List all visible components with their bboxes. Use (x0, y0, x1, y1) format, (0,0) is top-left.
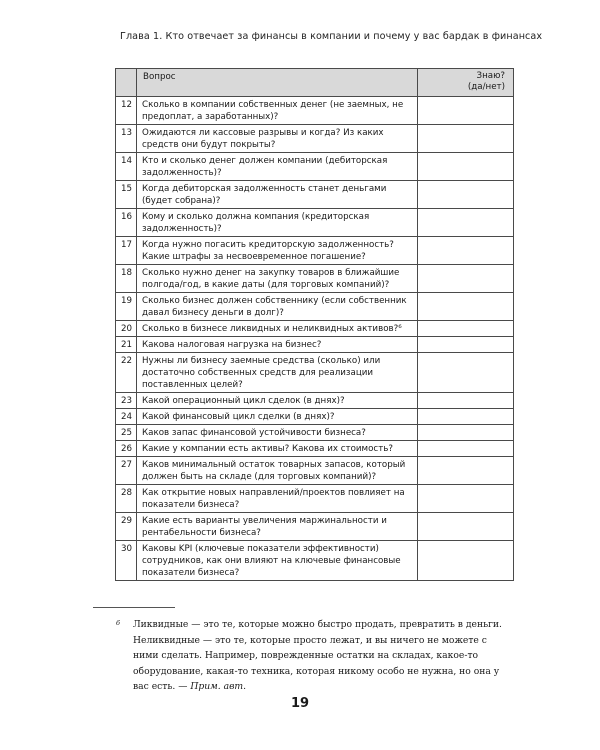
row-question: Ожидаются ли кассовые разрывы и когда? Из каких средств они будут покрыты? (137, 125, 418, 153)
footnote-marker: 6 (116, 619, 121, 627)
table-row (116, 441, 514, 457)
row-answer-cell[interactable] (418, 125, 514, 153)
row-question: Когда нужно погасить кредиторскую задолженность? Какие штрафы за несвоевременное погашение? (137, 237, 418, 265)
row-number: 22 (116, 353, 137, 393)
table-row (116, 293, 514, 321)
footnote (133, 617, 513, 695)
row-answer-cell[interactable] (418, 321, 514, 337)
row-question: Сколько в компании собственных денег (не заемных, не предоплат, а заработанных)? (137, 97, 418, 125)
table-row (116, 321, 514, 337)
row-answer-cell[interactable] (418, 293, 514, 321)
row-question: Какой операционный цикл сделок (в днях)? (137, 393, 418, 409)
row-number: 25 (116, 425, 137, 441)
row-question: Сколько нужно денег на закупку товаров в ближайшие полгода/год, в какие даты (для торговых компаний)? (137, 265, 418, 293)
row-number: 20 (116, 321, 137, 337)
row-number: 17 (116, 237, 137, 265)
table-row (116, 265, 514, 293)
row-question: Нужны ли бизнесу заемные средства (сколько) или достаточно собственных средств для реализации поставленных целей? (137, 353, 418, 393)
row-number: 23 (116, 393, 137, 409)
row-question: Сколько бизнес должен собственнику (если собственник давал бизнесу деньги в долг)? (137, 293, 418, 321)
row-answer-cell[interactable] (418, 97, 514, 125)
row-answer-cell[interactable] (418, 353, 514, 393)
table-row (116, 125, 514, 153)
table-row (116, 393, 514, 409)
row-question: Какой финансовый цикл сделки (в днях)? (137, 409, 418, 425)
table-row (116, 485, 514, 513)
table-row (116, 237, 514, 265)
table-row (116, 409, 514, 425)
row-question: Какова налоговая нагрузка на бизнес? (137, 337, 418, 353)
row-question: Сколько в бизнесе ликвидных и неликвидных активов?⁶ (137, 321, 418, 337)
row-answer-cell[interactable] (418, 209, 514, 237)
row-number: 28 (116, 485, 137, 513)
row-question: Какие есть варианты увеличения маржинальности и рентабельности бизнеса? (137, 513, 418, 541)
row-answer-cell[interactable] (418, 541, 514, 581)
row-question: Каковы KPI (ключевые показатели эффективности) сотрудников, как они влияют на ключевые финансовые показатели бизнеса? (137, 541, 418, 581)
row-answer-cell[interactable] (418, 513, 514, 541)
row-answer-cell[interactable] (418, 153, 514, 181)
row-answer-cell[interactable] (418, 337, 514, 353)
row-answer-cell[interactable] (418, 409, 514, 425)
table-row (116, 153, 514, 181)
table-row (116, 425, 514, 441)
row-number: 18 (116, 265, 137, 293)
table-header-row (116, 69, 514, 97)
row-answer-cell[interactable] (418, 265, 514, 293)
row-question: Какие у компании есть активы? Какова их стоимость? (137, 441, 418, 457)
row-answer-cell[interactable] (418, 181, 514, 209)
row-number: 14 (116, 153, 137, 181)
page-number: 19 (290, 696, 310, 711)
row-answer-cell[interactable] (418, 393, 514, 409)
table-row (116, 541, 514, 581)
row-question: Кому и сколько должна компания (кредиторская задолженность)? (137, 209, 418, 237)
header-answer-line1: Знаю? (476, 71, 505, 81)
row-answer-cell[interactable] (418, 237, 514, 265)
row-number: 27 (116, 457, 137, 485)
row-number: 16 (116, 209, 137, 237)
row-question: Когда дебиторская задолженность станет деньгами (будет собрана)? (137, 181, 418, 209)
row-answer-cell[interactable] (418, 425, 514, 441)
row-question: Каков запас финансовой устойчивости бизнеса? (137, 425, 418, 441)
row-question: Как открытие новых направлений/проектов повлияет на показатели бизнеса? (137, 485, 418, 513)
table-row (116, 97, 514, 125)
row-question: Кто и сколько денег должен компании (дебиторская задолженность)? (137, 153, 418, 181)
row-question: Каков минимальный остаток товарных запасов, который должен быть на складе (для торговых компаний)? (137, 457, 418, 485)
table-row (116, 353, 514, 393)
header-question: Вопрос (137, 69, 418, 97)
table-row (116, 209, 514, 237)
header-answer-line2: (да/нет) (467, 82, 505, 92)
row-number: 24 (116, 409, 137, 425)
table-row (116, 513, 514, 541)
row-answer-cell[interactable] (418, 485, 514, 513)
row-number: 12 (116, 97, 137, 125)
footnote-rule (93, 607, 175, 608)
row-number: 30 (116, 541, 137, 581)
table-row (116, 457, 514, 485)
row-number: 19 (116, 293, 137, 321)
row-answer-cell[interactable] (418, 441, 514, 457)
row-number: 15 (116, 181, 137, 209)
row-number: 21 (116, 337, 137, 353)
row-answer-cell[interactable] (418, 457, 514, 485)
questions-table (115, 68, 514, 581)
row-number: 29 (116, 513, 137, 541)
footnote-note: Прим. авт. (190, 681, 247, 693)
table-row (116, 181, 514, 209)
header-answer (418, 69, 514, 97)
row-number: 13 (116, 125, 137, 153)
running-header: Глава 1. Кто отвечает за финансы в компании и почему у вас бардак в финансах (120, 31, 543, 42)
row-number: 26 (116, 441, 137, 457)
table-row (116, 337, 514, 353)
footnote-text: Ликвидные — это те, которые можно быстро продать, превратить в деньги. Неликвидные — это те, которые просто лежат, и вы ничего не можете с ними сделать. Например, поврежденные остатки на складах, какое-то оборудование, какая-то техника, которая никому особо не нужна, но она у вас есть. — (133, 619, 502, 693)
header-num-cell (116, 69, 137, 97)
